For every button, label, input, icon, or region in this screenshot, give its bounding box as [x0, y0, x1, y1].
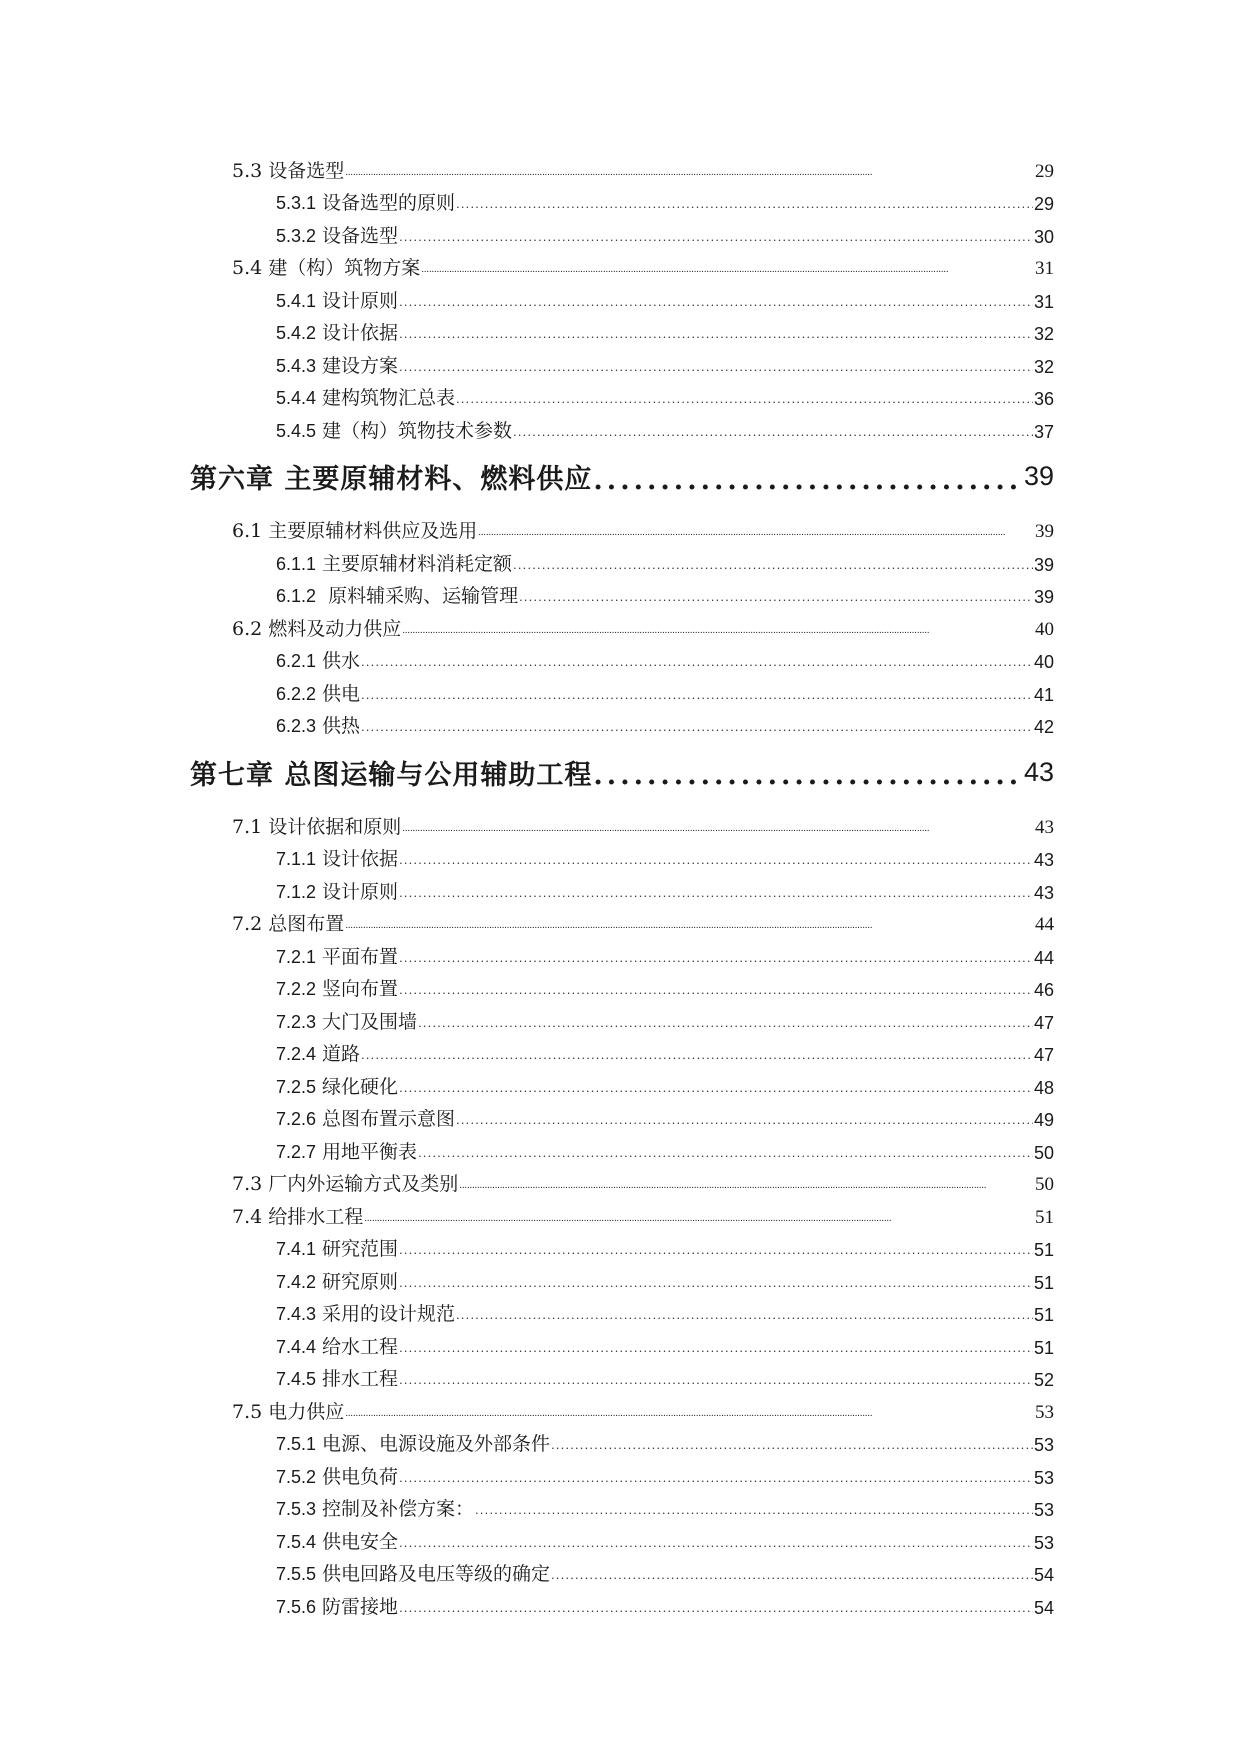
toc-entry-title — [276, 1104, 455, 1131]
toc-entry-title — [276, 188, 455, 215]
dot-leader — [399, 1536, 1033, 1549]
toc-entry-title: 第七章 总图运输与公用辅助工程 — [190, 753, 592, 792]
dot-leader — [399, 1081, 1033, 1094]
toc-entry-title: 7.1 设计依据和原则 — [232, 812, 401, 839]
toc-page-number: 43 — [1033, 850, 1054, 870]
dot-leader — [399, 951, 1033, 964]
toc-entry-label: 建设方案 — [322, 354, 399, 377]
toc-subsection-entry[interactable] — [276, 1099, 1054, 1132]
toc-page-number: 54 — [1033, 1597, 1054, 1618]
toc-section-entry[interactable] — [232, 1164, 1054, 1197]
toc-page-number: 42 — [1033, 717, 1054, 737]
toc-entry-title — [276, 1332, 398, 1359]
toc-subsection-entry[interactable] — [276, 969, 1054, 1002]
dot-leader — [399, 983, 1033, 996]
toc-subsection-entry[interactable] — [276, 576, 1054, 609]
toc-entry-number: 5.3.1 — [276, 193, 317, 213]
toc-entry-number: 6.1.1 — [276, 553, 317, 574]
dot-leader — [399, 295, 1033, 308]
toc-entry-number: 5.4.1 — [276, 290, 317, 311]
toc-section-entry[interactable] — [232, 511, 1054, 544]
toc-entry-title — [276, 1462, 398, 1489]
dot-leader — [418, 1146, 1033, 1159]
toc-subsection-entry[interactable] — [276, 543, 1054, 576]
toc-entry-title — [276, 877, 398, 904]
toc-entry-number: 7.4.5 — [276, 1369, 317, 1389]
toc-entry-label: 给水工程 — [322, 1335, 399, 1358]
toc-entry-number: 6.2.3 — [276, 716, 317, 736]
toc-page-number: 29 — [1033, 194, 1054, 214]
dot-leader — [402, 823, 1034, 834]
toc-entry-title — [276, 1364, 398, 1391]
toc-entry-title — [276, 974, 398, 1001]
toc-entry-number: 7.4.3 — [276, 1304, 317, 1324]
toc-subsection-entry[interactable] — [276, 1489, 1054, 1522]
toc-section-entry[interactable] — [232, 1391, 1054, 1424]
toc-subsection-entry[interactable] — [276, 706, 1054, 739]
toc-entry-title — [276, 1007, 417, 1034]
toc-entry-number: 7.2.2 — [276, 979, 317, 999]
toc-subsection-entry[interactable] — [276, 1586, 1054, 1619]
toc-entry-number: 7.2.1 — [276, 946, 317, 967]
toc-page-number: 31 — [1035, 258, 1054, 279]
dot-leader — [418, 1016, 1033, 1029]
toc-subsection-entry[interactable] — [276, 936, 1054, 969]
toc-section-entry[interactable] — [232, 608, 1054, 641]
toc-entry-label: 供热 — [322, 715, 361, 737]
toc-entry-title: 6.1 主要原辅材料供应及选用 — [232, 516, 477, 543]
toc-entry-title — [276, 1137, 417, 1164]
toc-entry-title — [276, 1267, 398, 1294]
dot-leader — [399, 1601, 1033, 1614]
dot-leader — [475, 1503, 1033, 1516]
toc-section-entry[interactable] — [232, 806, 1054, 839]
toc-entry-title — [276, 679, 360, 706]
toc-subsection-entry[interactable] — [276, 1456, 1054, 1489]
dot-leader — [456, 1113, 1033, 1126]
dot-leader — [551, 1568, 1033, 1581]
toc-entry-number: 7.5.5 — [276, 1564, 317, 1584]
toc-page-number: 41 — [1033, 684, 1054, 705]
dot-leader — [399, 360, 1033, 373]
toc-subsection-entry[interactable] — [276, 215, 1054, 248]
toc-entry-title: 7.5 电力供应 — [232, 1397, 344, 1424]
toc-entry-title — [276, 318, 398, 345]
toc-entry-title — [276, 383, 455, 410]
toc-entry-title — [276, 1072, 398, 1099]
toc-entry-label: 建（构）筑物技术参数 — [322, 419, 513, 442]
toc-section-entry[interactable] — [232, 904, 1054, 937]
toc-entry-label: 防雷接地 — [322, 1595, 399, 1618]
toc-page-number: 51 — [1033, 1337, 1054, 1358]
toc-entry-number: 7.5.1 — [276, 1434, 317, 1454]
toc-entry-title — [276, 351, 398, 378]
toc-entry-title — [276, 1592, 398, 1619]
toc-entry-label: 供电负荷 — [322, 1465, 399, 1488]
dot-leader — [478, 527, 1034, 538]
toc-entry-label: 采用的设计规范 — [322, 1303, 456, 1325]
toc-subsection-entry[interactable] — [276, 1261, 1054, 1294]
toc-entry-label: 建构筑物汇总表 — [322, 387, 456, 409]
toc-subsection-entry[interactable] — [276, 378, 1054, 411]
toc-subsection-entry[interactable] — [276, 1001, 1054, 1034]
toc-page-number: 29 — [1035, 160, 1054, 182]
toc-entry-title — [276, 646, 360, 673]
toc-page-number: 52 — [1033, 1370, 1054, 1390]
dot-leader — [519, 590, 1033, 603]
toc-entry-number: 7.1.2 — [276, 881, 317, 902]
toc-page-number: 43 — [1023, 756, 1054, 787]
toc-entry-title: 6.2 燃料及动力供应 — [232, 614, 401, 641]
toc-entry-title: 7.4 给排水工程 — [232, 1202, 363, 1229]
toc-entry-title — [276, 221, 398, 248]
toc-entry-title — [276, 1234, 398, 1261]
toc-entry-label: 竖向布置 — [322, 978, 399, 1000]
toc-entry-title: 7.3 厂内外运输方式及类别 — [232, 1169, 458, 1196]
toc-section-entry[interactable] — [232, 248, 1054, 281]
toc-entry-label: 设备选型的原则 — [322, 192, 456, 214]
toc-entry-label: 原料辅采购、运输管理 — [322, 585, 519, 607]
toc-entry-label: 用地平衡表 — [322, 1140, 418, 1163]
toc-page-number: 39 — [1023, 461, 1054, 491]
toc-subsection-entry[interactable] — [276, 673, 1054, 706]
toc-subsection-entry[interactable] — [276, 1359, 1054, 1392]
dot-leader — [345, 167, 1034, 178]
toc-entry-number: 7.2.7 — [276, 1141, 317, 1162]
toc-entry-label: 主要原辅材料消耗定额 — [322, 552, 513, 575]
toc-entry-title — [276, 1494, 474, 1521]
toc-entry-label: 控制及补偿方案： — [322, 1498, 475, 1520]
toc-entry-title: 5.3 设备选型 — [232, 156, 344, 183]
toc-page-number: 51 — [1033, 1305, 1054, 1325]
toc-entry-number: 7.5.2 — [276, 1466, 317, 1487]
dot-leader — [345, 1408, 1034, 1419]
toc-subsection-entry[interactable] — [276, 1066, 1054, 1099]
toc-entry-label: 平面布置 — [322, 945, 399, 968]
toc-page-number: 31 — [1033, 291, 1054, 312]
toc-entry-label: 绿化硬化 — [322, 1075, 399, 1098]
dot-leader — [399, 1243, 1033, 1256]
toc-page-number: 32 — [1033, 324, 1054, 344]
toc-entry-label: 道路 — [322, 1043, 361, 1065]
dot-leader — [399, 1373, 1033, 1386]
toc-subsection-entry[interactable] — [276, 183, 1054, 216]
toc-entry-label: 设计原则 — [322, 289, 399, 312]
toc-entry-title — [276, 844, 398, 871]
dot-leader — [361, 1048, 1033, 1061]
toc-page-number: 54 — [1033, 1565, 1054, 1585]
dot-leader — [361, 655, 1033, 668]
toc-page-number: 39 — [1035, 521, 1054, 542]
dot-leader — [456, 197, 1033, 210]
toc-entry-number: 7.4.4 — [276, 1336, 317, 1357]
toc-page-number: 44 — [1035, 914, 1054, 935]
dot-leader — [402, 625, 1034, 636]
toc-page-number: 39 — [1033, 554, 1054, 575]
toc-page-number: 48 — [1033, 1077, 1054, 1098]
dot-leader — [456, 392, 1033, 405]
toc-page-number: 53 — [1033, 1435, 1054, 1455]
toc-entry-number: 7.2.3 — [276, 1011, 317, 1032]
toc-entry-label: 大门及围墙 — [322, 1010, 418, 1033]
toc-entry-title — [276, 1039, 360, 1066]
toc-page-number: 30 — [1033, 226, 1054, 247]
toc-entry-number: 6.1.2 — [276, 586, 317, 606]
dot-leader — [421, 264, 1034, 275]
toc-entry-number: 5.4.4 — [276, 388, 317, 408]
dot-leader — [456, 1308, 1033, 1321]
toc-entry-number: 7.5.3 — [276, 1499, 317, 1519]
toc-page-number: 50 — [1033, 1142, 1054, 1163]
toc-entry-label: 总图布置示意图 — [322, 1108, 456, 1130]
toc-subsection-entry[interactable] — [276, 280, 1054, 313]
toc-entry-label: 供电安全 — [322, 1530, 399, 1553]
toc-entry-title: 第六章 主要原辅材料、燃料供应 — [190, 457, 592, 496]
toc-page-number: 53 — [1035, 1401, 1054, 1423]
toc-entry-title — [276, 1299, 455, 1326]
toc-subsection-entry[interactable] — [276, 1229, 1054, 1262]
toc-page-number: 32 — [1033, 356, 1054, 377]
toc-page-number: 49 — [1033, 1110, 1054, 1130]
toc-page-number: 40 — [1033, 652, 1054, 672]
dot-leader — [361, 720, 1033, 733]
toc-subsection-entry[interactable] — [276, 1424, 1054, 1457]
toc-entry-label: 供电回路及电压等级的确定 — [322, 1563, 551, 1585]
toc-subsection-entry[interactable] — [276, 871, 1054, 904]
toc-section-entry[interactable] — [232, 1196, 1054, 1229]
toc-entry-label: 排水工程 — [322, 1368, 399, 1390]
toc-entry-label: 研究范围 — [322, 1238, 399, 1260]
toc-entry-number: 7.2.5 — [276, 1076, 317, 1097]
toc-subsection-entry[interactable] — [276, 1034, 1054, 1067]
toc-entry-label: 设计依据 — [322, 848, 399, 870]
toc-entry-title — [276, 286, 398, 313]
toc-page-number: 53 — [1033, 1467, 1054, 1488]
toc-entry-label: 设备选型 — [322, 224, 399, 247]
dot-leader — [399, 327, 1033, 340]
toc-entry-title — [276, 549, 512, 576]
toc-subsection-entry[interactable] — [276, 1521, 1054, 1554]
toc-entry-number: 5.4.3 — [276, 355, 317, 376]
toc-entry-number: 7.2.4 — [276, 1044, 317, 1064]
toc-chapter-entry[interactable] — [190, 738, 1054, 806]
dot-leader — [513, 558, 1033, 571]
toc-entry-title — [276, 942, 398, 969]
toc-subsection-entry[interactable] — [276, 839, 1054, 872]
toc-entry-number: 7.4.1 — [276, 1239, 317, 1259]
toc-entry-number: 6.2.1 — [276, 651, 317, 671]
toc-entry-title — [276, 1527, 398, 1554]
toc-page-number: 44 — [1033, 947, 1054, 968]
toc-subsection-entry[interactable] — [276, 641, 1054, 674]
toc-section-entry[interactable] — [232, 150, 1054, 183]
dot-leader — [361, 688, 1033, 701]
dot-leader — [345, 920, 1034, 931]
toc-entry-number: 5.4.2 — [276, 323, 317, 343]
toc-entry-label: 研究原则 — [322, 1270, 399, 1293]
toc-subsection-entry[interactable] — [276, 1131, 1054, 1164]
toc-page-number: 53 — [1033, 1532, 1054, 1553]
toc-entry-number: 5.4.5 — [276, 420, 317, 441]
toc-page-number: 40 — [1035, 618, 1054, 640]
toc-page-number: 37 — [1033, 421, 1054, 442]
toc-subsection-entry[interactable] — [276, 1294, 1054, 1327]
toc-entry-title: 5.4 建（构）筑物方案 — [232, 253, 420, 280]
dot-leader — [399, 1471, 1033, 1484]
toc-entry-number: 7.5.4 — [276, 1531, 317, 1552]
dot-leader — [399, 886, 1033, 899]
dot-leader — [399, 1341, 1033, 1354]
toc-entry-title — [276, 416, 512, 443]
toc-subsection-entry[interactable] — [276, 1554, 1054, 1587]
toc-page-number: 39 — [1033, 587, 1054, 607]
dot-leader — [399, 1276, 1033, 1289]
dot-leader — [513, 425, 1033, 438]
toc-entry-title — [276, 581, 518, 608]
dot-leader — [593, 464, 1023, 494]
toc-page-number: 50 — [1035, 1174, 1054, 1195]
toc-page-number: 43 — [1033, 882, 1054, 903]
toc-entry-title — [276, 711, 360, 738]
dot-leader — [399, 853, 1033, 866]
toc-entry-label: 供水 — [322, 650, 361, 672]
toc-entry-number: 7.2.6 — [276, 1109, 317, 1129]
dot-leader — [399, 230, 1033, 243]
toc-page-number: 36 — [1033, 389, 1054, 409]
toc-entry-title — [276, 1429, 550, 1456]
toc-subsection-entry[interactable] — [276, 1326, 1054, 1359]
toc-entry-number: 7.4.2 — [276, 1271, 317, 1292]
toc-page-number: 51 — [1033, 1240, 1054, 1260]
toc-page-number: 47 — [1033, 1012, 1054, 1033]
toc-entry-title — [276, 1559, 550, 1586]
toc-subsection-entry[interactable] — [276, 410, 1054, 443]
dot-leader — [593, 759, 1023, 789]
toc-entry-number: 6.2.2 — [276, 683, 317, 704]
toc-entry-label: 供电 — [322, 682, 361, 705]
dot-leader — [551, 1438, 1033, 1451]
dot-leader — [459, 1180, 1034, 1191]
toc-entry-label: 设计原则 — [322, 880, 399, 903]
toc-entry-label: 电源、电源设施及外部条件 — [322, 1433, 551, 1455]
toc-entry-title: 7.2 总图布置 — [232, 909, 344, 936]
toc-subsection-entry[interactable] — [276, 313, 1054, 346]
toc-entry-number: 5.3.2 — [276, 225, 317, 246]
toc-page-number: 47 — [1033, 1045, 1054, 1065]
toc-entry-number: 7.5.6 — [276, 1596, 317, 1617]
dot-leader — [364, 1213, 1034, 1224]
toc-page-number: 43 — [1035, 816, 1054, 838]
toc-page-number: 46 — [1033, 980, 1054, 1000]
toc-page-number: 51 — [1035, 1206, 1054, 1228]
toc-chapter-entry[interactable] — [190, 443, 1054, 511]
toc-entry-label: 设计依据 — [322, 322, 399, 344]
toc-page-number: 51 — [1033, 1272, 1054, 1293]
toc-entry-number: 7.1.1 — [276, 849, 317, 869]
toc-subsection-entry[interactable] — [276, 345, 1054, 378]
table-of-contents — [0, 150, 1241, 1619]
toc-page-number: 53 — [1033, 1500, 1054, 1520]
